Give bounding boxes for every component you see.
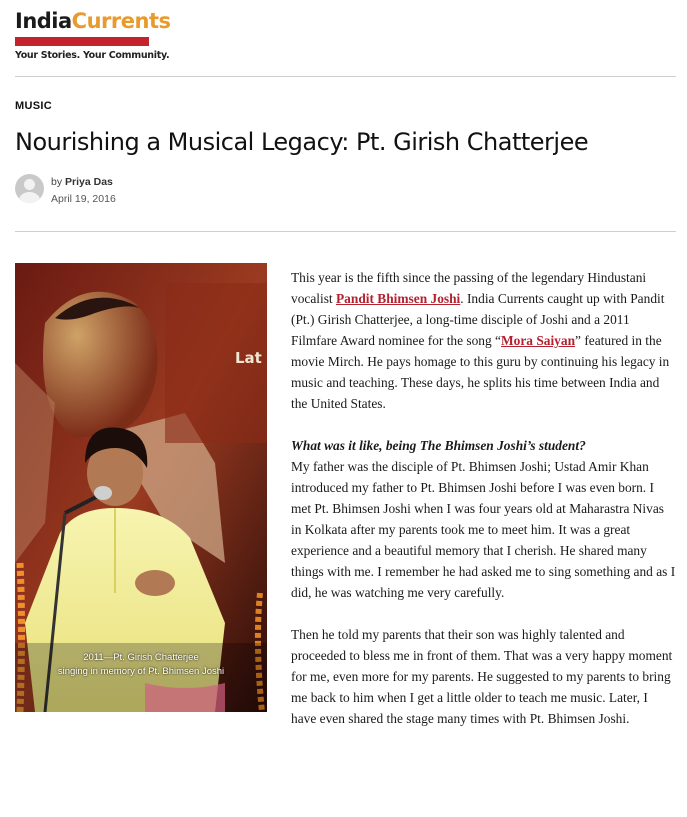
interview-answer: My father was the disciple of Pt. Bhimsen Joshi; Ustad Amir Khan introduced my father to Pt. Bhimsen Joshi before I was even born. I met Pt. Bhimsen Joshi when I was four years old at Maharastra Nivas in Kolkata after my parents took me to meet him. It was a great experience and a beautiful memory that I cherish. He shared many things with me. I remember he had asked me to sing something and as I did, he was watching me very carefully. bbox=[291, 459, 676, 600]
link-bhimsen-joshi[interactable]: Pandit Bhimsen Joshi bbox=[336, 291, 461, 306]
byline-prefix: by bbox=[51, 176, 63, 188]
logo-wordmark bbox=[15, 8, 171, 34]
paragraph-intro bbox=[291, 267, 676, 414]
intro-text-b: . India Currents caught up with Pandit (Pt.) Girish Chatterjee, a long-time disciple of Joshi and a 2011 Filmfare Award nominee for the song “ bbox=[291, 291, 665, 348]
category-link[interactable]: MUSIC bbox=[15, 100, 52, 112]
avatar-head bbox=[24, 179, 35, 190]
byline bbox=[51, 176, 113, 188]
poster-text: Lat bbox=[235, 349, 262, 367]
intro-text-a: This year is the fifth since the passing of the legendary Hindustani vocalist bbox=[291, 270, 647, 306]
article-title: Nourishing a Musical Legacy: Pt. Girish Chatterjee bbox=[15, 128, 589, 156]
interview-question: What was it like, being The Bhimsen Joshi’s student? bbox=[291, 438, 586, 453]
site-tagline: Your Stories. Your Community. bbox=[15, 50, 170, 61]
site-logo[interactable] bbox=[15, 8, 171, 61]
header-divider bbox=[15, 76, 676, 77]
publish-date: April 19, 2016 bbox=[51, 193, 116, 205]
article-photo bbox=[15, 263, 267, 712]
caption-line-1: 2011—Pt. Girish Chatterjee bbox=[83, 652, 199, 663]
logo-india: India bbox=[15, 9, 72, 33]
article-divider bbox=[15, 231, 676, 232]
article-body bbox=[291, 267, 676, 750]
author-avatar[interactable] bbox=[15, 174, 44, 203]
avatar-body bbox=[19, 192, 40, 203]
logo-bar bbox=[15, 37, 149, 46]
link-mora-saiyan[interactable]: Mora Saiyan bbox=[501, 333, 576, 348]
author-link[interactable]: Priya Das bbox=[65, 176, 113, 188]
intro-text-c: ” featured in the movie Mirch. He pays homage to this guru by continuing his legacy in music and teaching. These days, he splits his time between India and the United States. bbox=[291, 333, 670, 411]
photo-illustration bbox=[15, 263, 267, 712]
caption-line-2: singing in memory of Pt. Bhimsen Joshi bbox=[57, 666, 225, 677]
paragraph-continued: Then he told my parents that their son was highly talented and proceeded to bless me in front of them. That was a very happy moment for me, even more for my parents. He suggested to my parents to bring me back to him when I get a little older to teach me music. Later, I have even shared the stage many times with Pt. Bhimsen Joshi. bbox=[291, 627, 673, 726]
photo-caption bbox=[15, 651, 267, 679]
logo-currents: Currents bbox=[71, 9, 171, 33]
